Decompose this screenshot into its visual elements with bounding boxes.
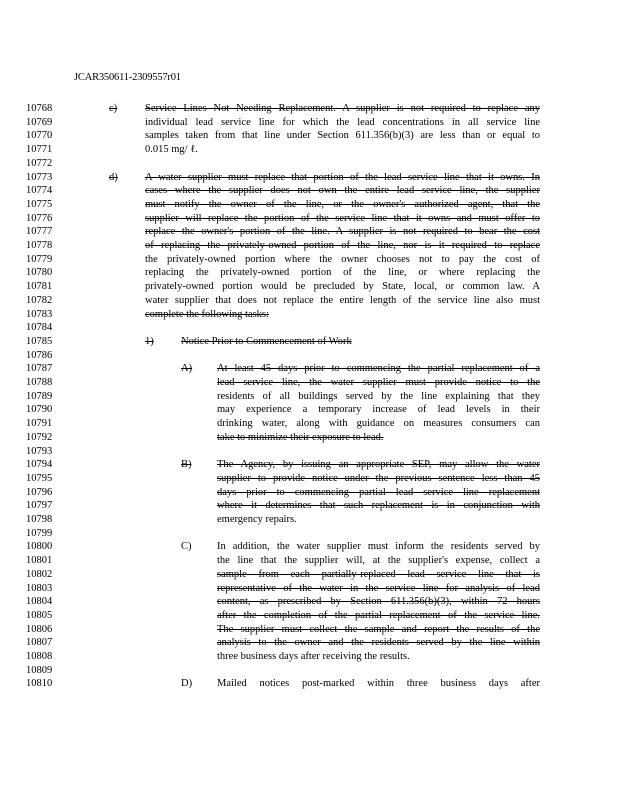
text-line: three business days after receiving the results. [217, 651, 410, 662]
line-number: 10786 [26, 349, 53, 361]
line-number: 10778 [26, 240, 53, 251]
line-number: 10796 [26, 486, 53, 498]
line-number: 10795 [26, 472, 53, 484]
line-number: 10783 [26, 308, 53, 320]
deleted-text-line: lead service line, the water supplier must provide notice to the [217, 377, 540, 388]
line-number: 10772 [26, 157, 53, 169]
line-number: 10773 [26, 171, 53, 183]
deleted-text-line: representative of the water in the service line for analysis of lead [217, 582, 540, 594]
document-header: JCAR350611-2309557r01 [74, 72, 181, 83]
list-marker: c) [109, 103, 118, 114]
line-number: 10807 [26, 637, 53, 649]
line-number: 10798 [26, 514, 53, 525]
deleted-text-line: after the completion of the partial replacement of the service line. [217, 609, 540, 621]
list-marker: B) [181, 459, 192, 471]
deleted-text-line: Notice Prior to Commencement of Work [181, 335, 352, 347]
line-number: 10790 [26, 404, 53, 416]
deleted-text-line: take to minimize their exposure to lead. [217, 431, 384, 443]
line-number: 10805 [26, 609, 53, 621]
text-line: emergency repairs. [217, 514, 297, 525]
line-number: 10775 [26, 198, 53, 210]
deleted-text-line: A water supplier must replace that portion of the lead service line that it owns. In [145, 171, 540, 183]
line-number: 10785 [26, 335, 53, 347]
deleted-text-line: The Agency, by issuing an appropriate SEP, may allow the water [217, 459, 540, 471]
line-number: 10771 [26, 144, 53, 156]
line-number: 10791 [26, 418, 53, 430]
text-line: individual lead service line for which the lead concentrations in all service line [145, 116, 540, 128]
text-line: Mailed notices post-marked within three business days after [217, 678, 540, 690]
line-number: 10774 [26, 185, 53, 197]
text-line: privately-owned portion would be precluded by State, local, or common law. A [145, 281, 540, 293]
line-number: 10784 [26, 322, 53, 334]
list-marker: D) [181, 678, 193, 690]
deleted-text-line: The supplier must collect the sample and report the results of the [217, 623, 540, 635]
line-number: 10810 [26, 678, 53, 690]
text-line: replacing the privately-owned portion of the line, or where replacing the [145, 267, 540, 279]
line-number: 10776 [26, 212, 53, 224]
line-number: 10782 [26, 294, 53, 306]
line-number: 10797 [26, 500, 53, 512]
line-number: 10802 [26, 568, 53, 580]
line-number: 10808 [26, 651, 53, 662]
line-number: 10803 [26, 582, 53, 594]
deleted-text-line: content, as prescribed by Section 611.356(b)(3), within 72 hours [217, 596, 540, 608]
text-line: drinking water, along with guidance on measures consumers can [217, 418, 540, 430]
line-number: 10788 [26, 377, 53, 388]
deleted-text-line: supplier will replace the portion of the service line that it owns and must offer to [145, 212, 540, 224]
deleted-text-line: sample from each partially-replaced lead service line that is [217, 568, 540, 580]
text-line: the line that the supplier will, at the supplier's expense, collect a [217, 555, 540, 567]
line-number: 10809 [26, 664, 53, 676]
line-number: 10768 [26, 103, 53, 114]
line-number: 10801 [26, 555, 53, 567]
list-marker: A) [181, 363, 193, 375]
line-number: 10794 [26, 459, 53, 471]
line-number: 10806 [26, 623, 53, 635]
text-line: samples taken from that line under Section 611.356(b)(3) are less than or equal to [145, 130, 540, 142]
text-line: may experience a temporary increase of lead levels in their [217, 404, 540, 416]
text-line: In addition, the water supplier must inform the residents served by [217, 541, 540, 553]
text-line: the privately-owned portion where the owner chooses not to pay the cost of [145, 253, 540, 265]
list-marker: 1) [145, 335, 154, 347]
deleted-text-line: where it determines that such replacement is in conjunction with [217, 500, 540, 512]
line-number: 10777 [26, 226, 53, 238]
list-marker: d) [109, 171, 118, 183]
deleted-text-line: cases where the supplier does not own the entire lead service line, the supplier [145, 185, 540, 197]
line-number: 10770 [26, 130, 53, 142]
text-line: 0.015 mg/ ℓ. [145, 144, 198, 156]
text-line: water supplier that does not replace the entire length of the service line also must [145, 294, 540, 306]
line-number: 10799 [26, 527, 53, 539]
line-number: 10787 [26, 363, 53, 375]
deleted-text-line: replace the owner's portion of the line. A supplier is not required to bear the cost [145, 226, 540, 238]
line-number: 10779 [26, 253, 53, 265]
line-number: 10769 [26, 116, 53, 128]
deleted-text-line: analysis to the owner and the residents served by the line within [217, 637, 540, 649]
line-number: 10780 [26, 267, 53, 279]
deleted-text-line: supplier to provide notice under the previous sentence less than 45 [217, 472, 540, 484]
list-marker: C) [181, 541, 192, 553]
line-number: 10800 [26, 541, 53, 553]
deleted-text-line: days prior to commencing partial lead service line replacement [217, 486, 540, 498]
deleted-text-line: Service Lines Not Needing Replacement. A supplier is not required to replace any [145, 103, 540, 114]
deleted-text-line: complete the following tasks: [145, 308, 269, 320]
line-number: 10793 [26, 445, 53, 457]
deleted-text-line: of replacing the privately-owned portion of the line, nor is it required to replace [145, 240, 540, 251]
line-number: 10792 [26, 431, 53, 443]
text-line: residents of all buildings served by the line explaining that they [217, 390, 540, 402]
deleted-text-line: At least 45 days prior to commencing the partial replacement of a [217, 363, 540, 375]
deleted-text-line: must notify the owner of the line, or the owner's authorized agent, that the [145, 198, 540, 210]
line-number: 10804 [26, 596, 53, 608]
line-number: 10781 [26, 281, 53, 293]
line-number: 10789 [26, 390, 53, 402]
